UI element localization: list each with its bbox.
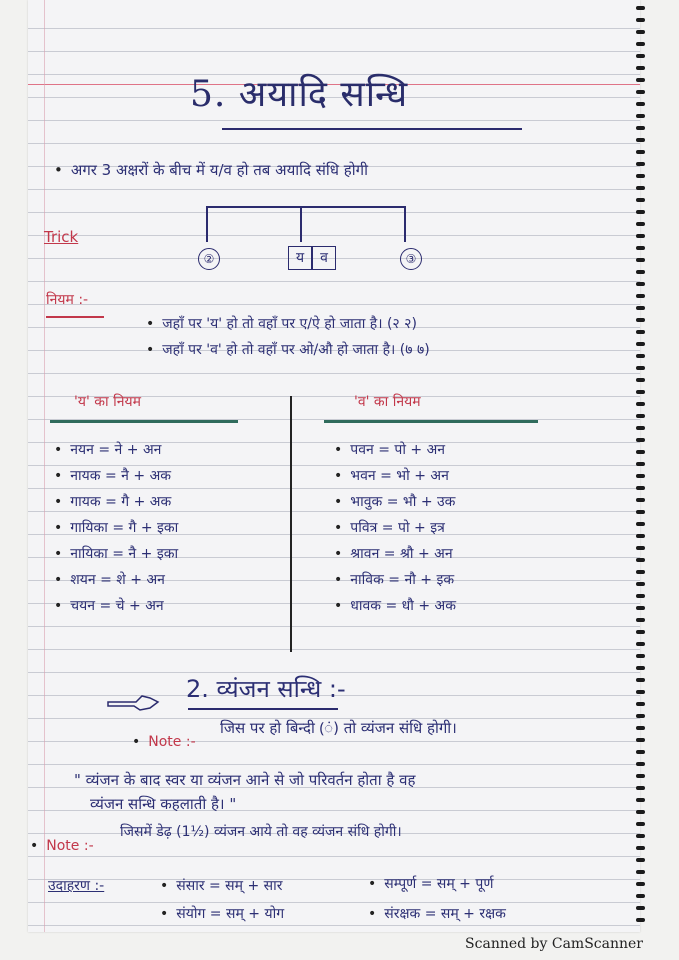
spiral-hole (636, 378, 645, 382)
spiral-hole (636, 546, 645, 550)
spiral-hole (636, 90, 645, 94)
example-item: • संयोग = सम् + योग (160, 904, 284, 923)
va-rule-item: • श्रावन = श्रौ + अन (334, 544, 453, 563)
spiral-hole (636, 138, 645, 142)
spiral-hole (636, 642, 645, 646)
trick-right-circle: ③ (400, 248, 422, 270)
va-rule-item: • धावक = धौ + अक (334, 596, 456, 615)
spiral-hole (636, 594, 645, 598)
spiral-hole (636, 906, 645, 910)
spiral-hole (636, 522, 645, 526)
niyam-label: नियम :- (46, 292, 89, 308)
spiral-hole (636, 690, 645, 694)
spiral-hole (636, 366, 645, 370)
spiral-hole (636, 246, 645, 250)
spiral-hole (636, 714, 645, 718)
scanner-watermark: Scanned by CamScanner (465, 936, 643, 952)
spiral-hole (636, 174, 645, 178)
example-item: • संरक्षक = सम् + रक्षक (368, 904, 506, 923)
spiral-hole (636, 918, 645, 922)
definition-line2: व्यंजन सन्धि कहलाती है। " (90, 795, 237, 813)
spiral-hole (636, 354, 645, 358)
spiral-hole (636, 510, 645, 514)
spiral-hole (636, 810, 645, 814)
trick-bracket-left (206, 206, 208, 242)
spiral-hole (636, 414, 645, 418)
niyam-underline (46, 316, 104, 318)
left-margin-line (44, 0, 45, 932)
spiral-hole (636, 330, 645, 334)
ya-rule-item: • गायिका = गै + इका (54, 518, 178, 537)
spiral-hole (636, 6, 645, 10)
spiral-hole (636, 606, 645, 610)
rule-ya: • जहाँ पर 'य' हो तो वहाँ पर ए/ऐ हो जाता है। (२ २) (146, 314, 417, 333)
section2-underline (188, 708, 338, 710)
va-heading-underline (324, 420, 538, 423)
spiral-hole (636, 702, 645, 706)
spiral-hole (636, 498, 645, 502)
note2-text: जिसमें डेढ़ (1½) व्यंजन आये तो वह व्यंजन संधि होगी। (120, 824, 402, 840)
spiral-hole (636, 570, 645, 574)
spiral-hole (636, 450, 645, 454)
spiral-hole (636, 630, 645, 634)
spiral-hole (636, 882, 645, 886)
spiral-hole (636, 558, 645, 562)
spiral-hole (636, 474, 645, 478)
ya-rule-item: • शयन = शे + अन (54, 570, 165, 589)
note1-text: जिस पर हो बिन्दी (ं) तो व्यंजन संधि होगी। (220, 719, 457, 737)
spiral-hole (636, 774, 645, 778)
spiral-hole (636, 390, 645, 394)
spiral-hole (636, 894, 645, 898)
spiral-hole (636, 318, 645, 322)
trick-bracket-right (404, 206, 406, 242)
spiral-hole (636, 66, 645, 70)
spiral-hole (636, 282, 645, 286)
trick-box-ya: य (288, 246, 312, 270)
spiral-hole (636, 42, 645, 46)
spiral-hole (636, 54, 645, 58)
spiral-hole (636, 846, 645, 850)
va-rule-item: • भवन = भो + अन (334, 466, 449, 485)
ya-rule-item: • गायक = गै + अक (54, 492, 171, 511)
spiral-hole (636, 306, 645, 310)
spiral-hole (636, 18, 645, 22)
rule-va: • जहाँ पर 'व' हो तो वहाँ पर ओ/औ हो जाता है। (७ ७) (146, 340, 430, 359)
spiral-hole (636, 738, 645, 742)
spiral-hole (636, 210, 645, 214)
spiral-hole (636, 678, 645, 682)
spiral-hole (636, 798, 645, 802)
spiral-hole (636, 654, 645, 658)
ya-rule-item: • नायक = नै + अक (54, 466, 171, 485)
page-title: 5. अयादि सन्धि (190, 74, 409, 115)
spiral-hole (636, 234, 645, 238)
ya-rule-item: • नायिका = नै + इका (54, 544, 178, 563)
definition-line1: " व्यंजन के बाद स्वर या व्यंजन आने से जो परिवर्तन होता है वह (74, 771, 416, 789)
trick-bracket-mid (300, 206, 302, 242)
spiral-hole (636, 102, 645, 106)
spiral-hole (636, 486, 645, 490)
spiral-hole (636, 870, 645, 874)
spiral-hole (636, 186, 645, 190)
va-rules-heading: 'व' का नियम (354, 394, 421, 410)
trick-left-circle: ② (198, 248, 220, 270)
spiral-hole (636, 198, 645, 202)
notebook-page (28, 0, 640, 932)
va-rule-item: • पवित्र = पो + इत्र (334, 518, 445, 537)
spiral-hole (636, 114, 645, 118)
va-rule-item: • नाविक = नौ + इक (334, 570, 454, 589)
spiral-hole (636, 426, 645, 430)
example-item: • सम्पूर्ण = सम् + पूर्ण (368, 874, 493, 893)
trick-label: Trick (44, 228, 79, 246)
spiral-hole (636, 786, 645, 790)
example-item: • संसार = सम् + सार (160, 876, 282, 895)
ya-rule-item: • नयन = ने + अन (54, 440, 161, 459)
spiral-hole (636, 150, 645, 154)
spiral-hole (636, 750, 645, 754)
spiral-hole (636, 666, 645, 670)
spiral-hole (636, 270, 645, 274)
spiral-hole (636, 582, 645, 586)
spiral-hole (636, 30, 645, 34)
spiral-hole (636, 78, 645, 82)
ya-rule-item: • चयन = चे + अन (54, 596, 164, 615)
spiral-hole (636, 822, 645, 826)
spiral-hole (636, 222, 645, 226)
spiral-hole (636, 294, 645, 298)
note1-label: • Note :- (132, 734, 196, 750)
spiral-hole (636, 534, 645, 538)
spiral-hole (636, 462, 645, 466)
spiral-hole (636, 834, 645, 838)
title-underline (222, 128, 522, 130)
note2-label: • Note :- (30, 838, 94, 854)
spiral-hole (636, 402, 645, 406)
spiral-hole (636, 126, 645, 130)
pointing-hand-icon (106, 692, 162, 714)
trick-box-va: व (312, 246, 336, 270)
spiral-hole (636, 858, 645, 862)
spiral-hole (636, 762, 645, 766)
ya-heading-underline (50, 420, 238, 423)
spiral-hole (636, 342, 645, 346)
spiral-hole (636, 726, 645, 730)
spiral-binding (634, 0, 646, 932)
example-label: उदाहरण :- (48, 878, 105, 894)
trick-bracket-top (206, 206, 406, 208)
spiral-hole (636, 438, 645, 442)
column-divider (290, 396, 292, 652)
va-rule-item: • भावुक = भौ + उक (334, 492, 455, 511)
section2-title: 2. व्यंजन सन्धि :- (186, 675, 346, 703)
spiral-hole (636, 618, 645, 622)
intro-text: • अगर 3 अक्षरों के बीच में य/व हो तब अयादि संधि होगी (54, 160, 368, 180)
spiral-hole (636, 162, 645, 166)
spiral-hole (636, 258, 645, 262)
ya-rules-heading: 'य' का नियम (74, 394, 141, 410)
va-rule-item: • पवन = पो + अन (334, 440, 445, 459)
